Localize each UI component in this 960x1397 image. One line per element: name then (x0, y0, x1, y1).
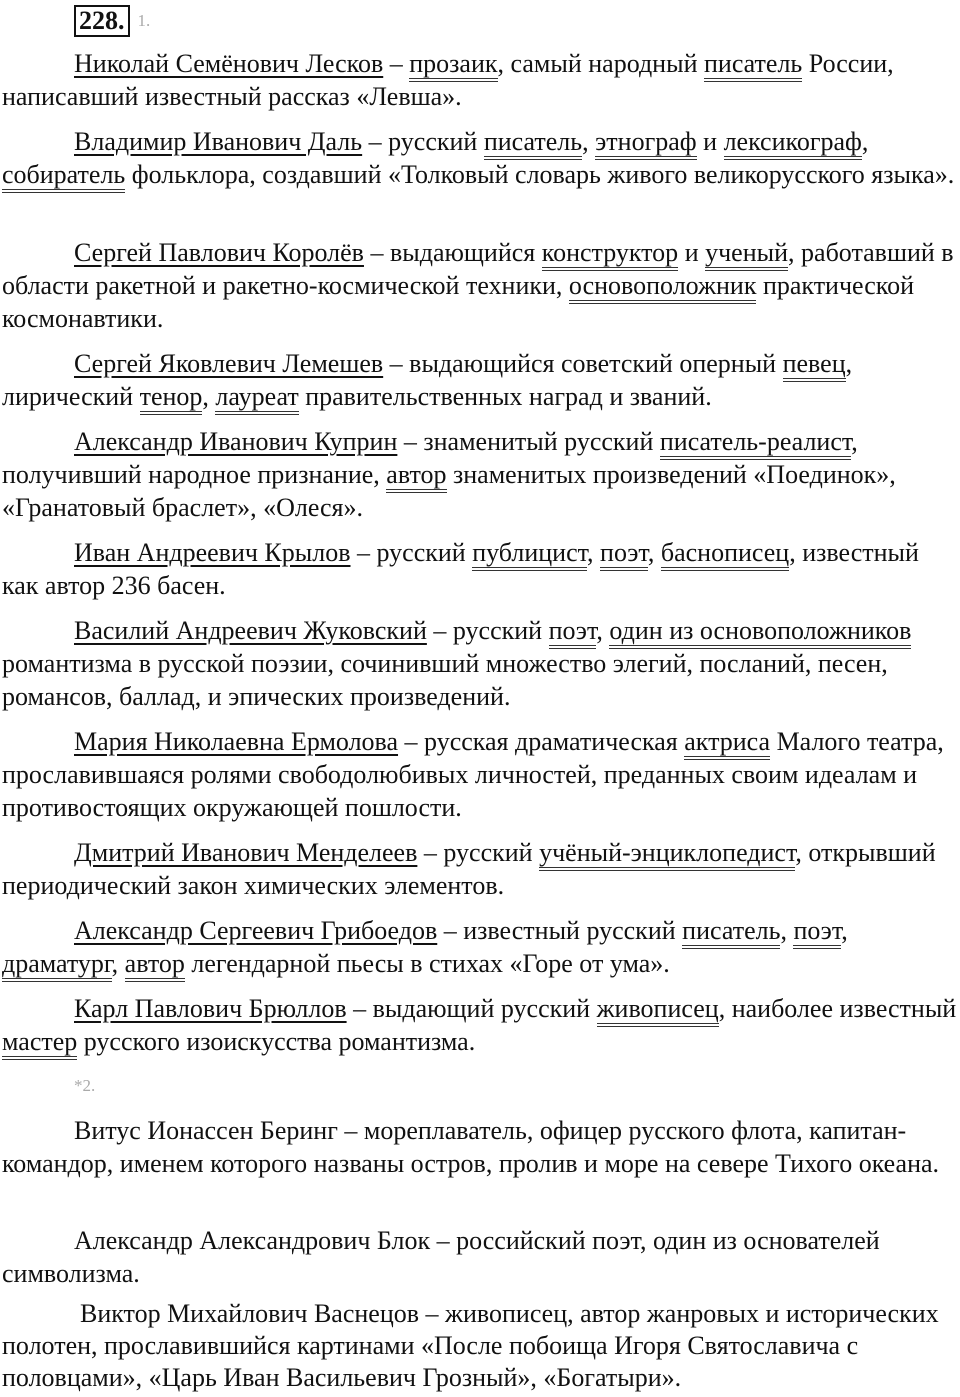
paragraph (2, 47, 960, 113)
predicate-word: конструктор (542, 238, 678, 271)
predicate-word: певец (783, 349, 846, 382)
predicate-word: актриса (684, 727, 770, 760)
predicate-word: один из основоположников (609, 616, 911, 649)
text-segment: , получивший народное признание, (2, 427, 858, 489)
exercise-header (74, 4, 150, 38)
text-segment: – русский (426, 616, 549, 645)
exercise-number: 228. (74, 5, 130, 37)
subject-name: Мария Николаевна Ермолова (74, 727, 399, 756)
subject-name: Карл Павлович Брюллов (74, 994, 347, 1023)
predicate-word: мастер (2, 1027, 77, 1060)
text-segment: правительственных наград и званий. (298, 382, 712, 411)
predicate-word: автор (386, 460, 446, 493)
predicate-word: учёный-энциклопедист (539, 838, 795, 871)
paragraph (2, 614, 960, 713)
text-segment: , наиболее известный (718, 994, 957, 1023)
paragraph (2, 425, 960, 524)
text-segment: романтизма в русской поэзии, сочинивший множество элегий, посланий, песен, романсов, баллад, и эпических произведений. (2, 649, 888, 711)
subject-name: Дмитрий Иванович Менделеев (74, 838, 418, 867)
predicate-word: этнограф (595, 127, 697, 160)
text-segment: русского изоискусства романтизма. (77, 1027, 476, 1056)
text-segment: , известный как автор 236 басен. (2, 538, 919, 600)
text-segment: знаменитых произведений «Поединок», «Гранатовый браслет», «Олеся». (2, 460, 896, 522)
predicate-word: ученый (705, 238, 788, 271)
text-segment: – русский (417, 838, 540, 867)
text-segment: и (696, 127, 724, 156)
text-segment: Малого театра, прославившаяся ролями свободолюбивых личностей, преданных своим идеалам и противостоящих окружающей пошлости. (2, 727, 944, 822)
predicate-word: лексикограф (724, 127, 862, 160)
part-2-label: *2. (74, 1076, 96, 1095)
predicate-word: писатель-реалист (660, 427, 851, 460)
text-segment: , (647, 538, 661, 567)
text-segment: – выдающий русский (346, 994, 597, 1023)
paragraph: Витус Ионассен Беринг – мореплаватель, офицер русского флота, капитан-командор, именем которого названы остров, пролив и море на севере Тихого океана. (2, 1116, 940, 1178)
paragraph (2, 125, 960, 191)
predicate-word: поэт (549, 616, 597, 649)
text-segment: , (587, 538, 601, 567)
predicate-word: писатель (704, 49, 802, 82)
text-segment: – выдающийся советский оперный (383, 349, 783, 378)
text-segment: , (841, 916, 848, 945)
part-1-label: 1. (137, 11, 151, 30)
text-segment: , (111, 949, 125, 978)
predicate-word: собиратель (2, 160, 125, 193)
predicate-word: писатель (682, 916, 780, 949)
paragraph (2, 236, 960, 335)
text-segment: – (383, 49, 410, 78)
predicate-word: баснописец (661, 538, 789, 571)
subject-name: Владимир Иванович Даль (74, 127, 363, 156)
predicate-word: поэт (600, 538, 648, 571)
text-segment: , открывший периодический закон химических элементов. (2, 838, 936, 900)
text-segment: – известный русский (437, 916, 683, 945)
paragraph: Виктор Михайлович Васнецов – живописец, автор жанровых и исторических полотен, прославившийся картинами «После побоища Игоря Святославича с половцами», «Царь Иван Васильевич Грозный», «Богатыри». (2, 1299, 939, 1392)
predicate-word: автор (125, 949, 185, 982)
text-segment: , самый народный (497, 49, 704, 78)
text-segment: , (780, 916, 794, 945)
text-segment: – знаменитый русский (397, 427, 660, 456)
text-segment: фольклора, создавший «Толковый словарь живого великорусского языка». (125, 160, 955, 189)
predicate-word: писатель (484, 127, 582, 160)
predicate-word: лауреат (215, 382, 298, 415)
text-segment: практической космонавтики. (2, 271, 915, 333)
predicate-word: прозаик (409, 49, 497, 82)
subject-name: Иван Андреевич Крылов (74, 538, 351, 567)
predicate-word: драматург (2, 949, 112, 982)
text-segment: , (582, 127, 596, 156)
predicate-word: тенор (140, 382, 203, 415)
text-segment: – выдающийся (363, 238, 542, 267)
subject-name: Александр Иванович Куприн (74, 427, 398, 456)
text-segment: , (861, 127, 869, 156)
predicate-word: поэт (793, 916, 841, 949)
subject-name: Василий Андреевич Жуковский (74, 616, 427, 645)
subject-name: Николай Семёнович Лесков (74, 49, 384, 78)
text-segment: – русский (350, 538, 473, 567)
text-segment: легендарной пьесы в стихах «Горе от ума». (184, 949, 670, 978)
paragraph (2, 536, 960, 602)
text-segment: , (596, 616, 610, 645)
paragraph (2, 836, 960, 902)
subject-name: Александр Сергеевич Грибоедов (74, 916, 438, 945)
text-segment: России, написавший известный рассказ «Левша». (2, 49, 894, 111)
text-segment: – русская драматическая (398, 727, 685, 756)
predicate-word: основоположник (569, 271, 757, 304)
subject-name: Сергей Яковлевич Лемешев (74, 349, 384, 378)
text-segment: , работавший в области ракетной и ракетно-космической техники, (2, 238, 954, 300)
paragraph (2, 992, 960, 1058)
predicate-word: публицист (472, 538, 587, 571)
paragraph (2, 914, 960, 980)
text-segment: и (678, 238, 706, 267)
predicate-word: живописец (597, 994, 719, 1027)
text-segment: – русский (362, 127, 484, 156)
paragraph (2, 725, 960, 824)
paragraph (2, 347, 960, 413)
paragraph: Александр Александрович Блок – российский поэт, один из основателей символизма. (2, 1226, 880, 1288)
text-segment: , (202, 382, 216, 411)
subject-name: Сергей Павлович Королёв (74, 238, 364, 267)
text-segment: , лирический (2, 349, 853, 411)
